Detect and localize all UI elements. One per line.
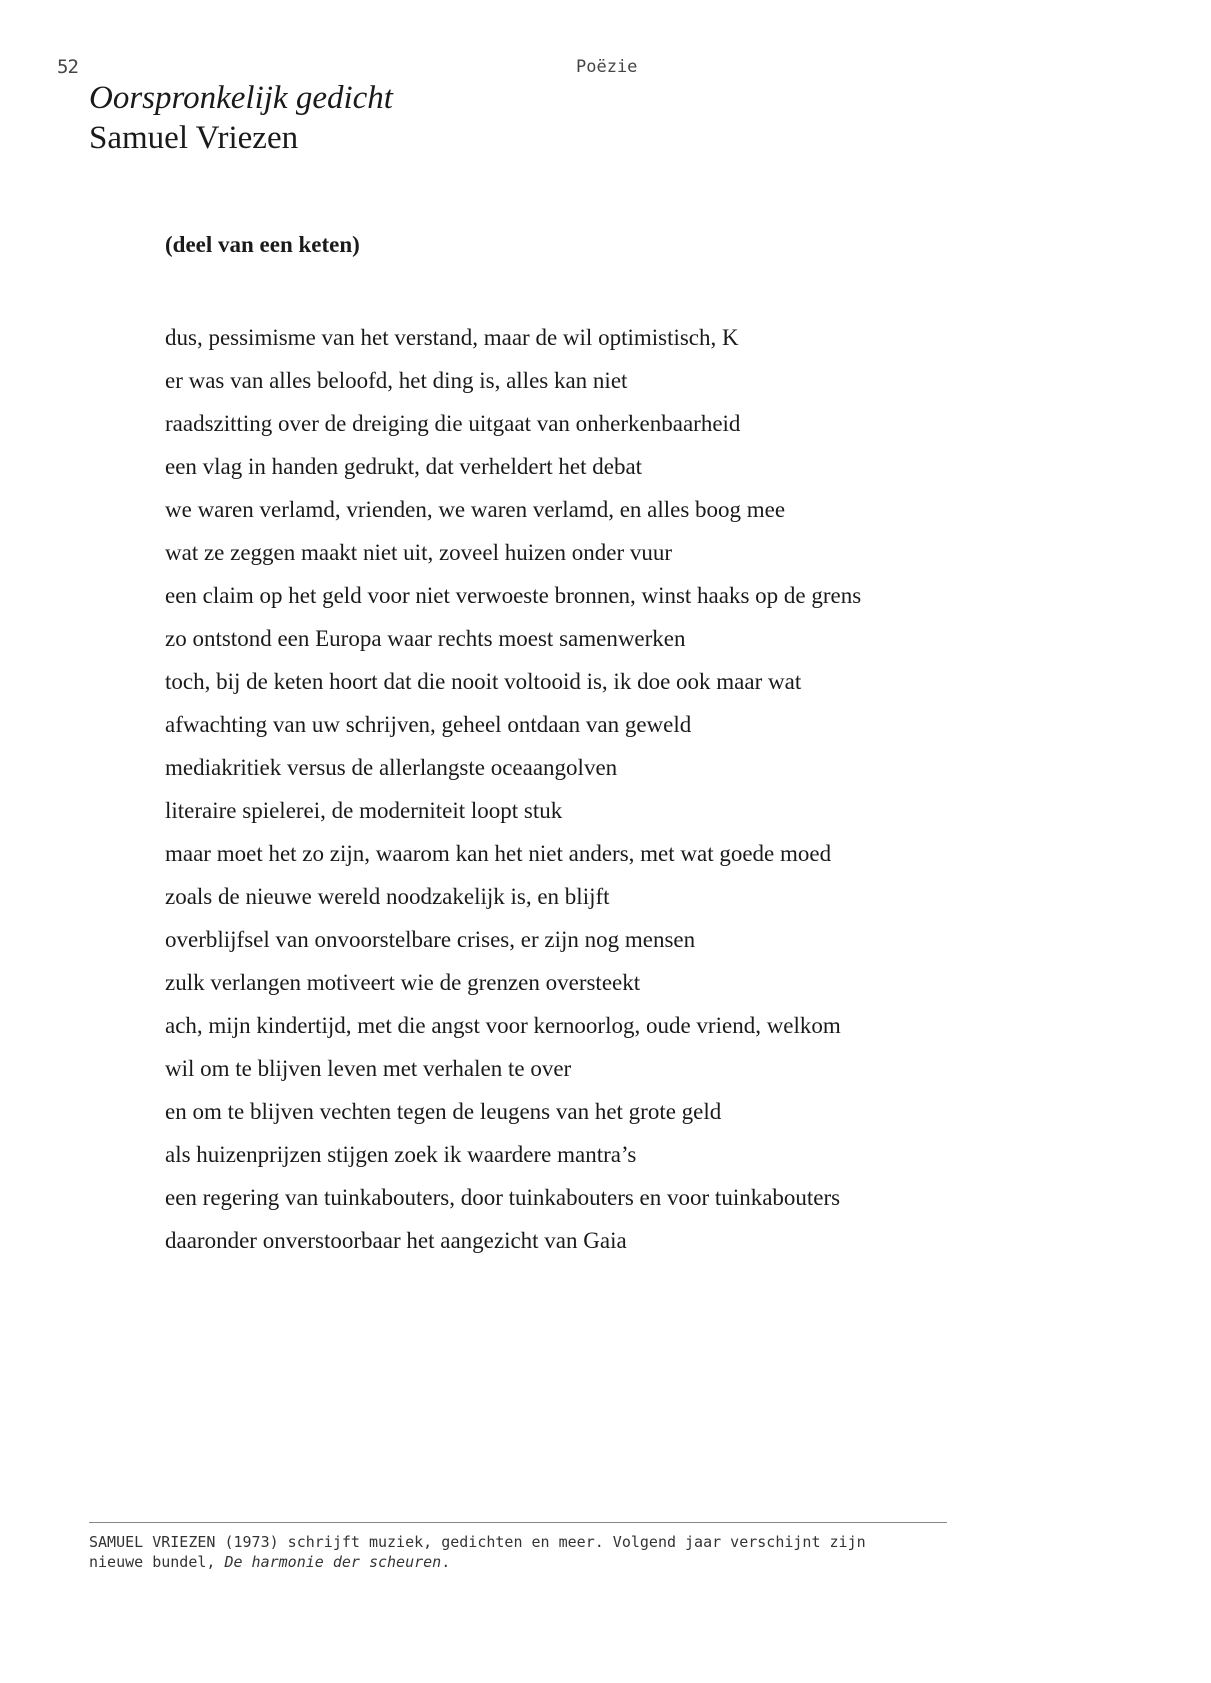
article-title-block <box>89 78 393 158</box>
book-title: De harmonie der scheuren <box>224 1553 442 1571</box>
poem-line: mediakritiek versus de allerlangste oceaangolven <box>165 755 618 780</box>
poem-line: zulk verlangen motiveert wie de grenzen oversteekt <box>165 970 641 995</box>
page-number: 52 <box>57 56 78 78</box>
poem-line: maar moet het zo zijn, waarom kan het niet anders, met wat goede moed <box>165 841 832 866</box>
article-kicker: Oorspronkelijk gedicht <box>89 80 393 116</box>
article-author: Samuel Vriezen <box>89 120 299 156</box>
footnote-line-2 <box>89 1552 969 1572</box>
poem-line: raadszitting over de dreiging die uitgaat van onherkenbaarheid <box>165 411 741 436</box>
section-label: Poëzie <box>576 57 638 77</box>
poem-line: toch, bij de keten hoort dat die nooit voltooid is, ik doe ook maar wat <box>165 669 802 694</box>
poem-line: we waren verlamd, vrienden, we waren verlamd, en alles boog mee <box>165 497 786 522</box>
poem-line: een claim op het geld voor niet verwoeste bronnen, winst haaks op de grens <box>165 583 862 608</box>
poem-lines <box>165 316 861 1262</box>
footnote-divider <box>89 1522 947 1523</box>
poem-line: als huizenprijzen stijgen zoek ik waardere mantra’s <box>165 1142 637 1167</box>
poem-line: dus, pessimisme van het verstand, maar de wil optimistisch, K <box>165 325 739 350</box>
poem <box>165 230 861 1262</box>
poem-line: overblijfsel van onvoorstelbare crises, er zijn nog mensen <box>165 927 696 952</box>
poem-line: literaire spielerei, de moderniteit loopt stuk <box>165 798 563 823</box>
poem-line: een regering van tuinkabouters, door tuinkabouters en voor tuinkabouters <box>165 1185 841 1210</box>
poem-line: daaronder onverstoorbaar het aangezicht van Gaia <box>165 1228 627 1253</box>
poem-line: er was van alles beloofd, het ding is, alles kan niet <box>165 368 628 393</box>
poem-line: wil om te blijven leven met verhalen te over <box>165 1056 572 1081</box>
poem-line: ach, mijn kindertijd, met die angst voor kernoorlog, oude vriend, welkom <box>165 1013 841 1038</box>
poem-line: wat ze zeggen maakt niet uit, zoveel huizen onder vuur <box>165 540 673 565</box>
author-bio-footnote <box>89 1532 969 1572</box>
poem-line: een vlag in handen gedrukt, dat verheldert het debat <box>165 454 643 479</box>
poem-line: en om te blijven vechten tegen de leugens van het grote geld <box>165 1099 722 1124</box>
footnote-suffix: . <box>441 1553 451 1571</box>
poem-title: (deel van een keten) <box>165 232 360 257</box>
poem-line: afwachting van uw schrijven, geheel ontdaan van geweld <box>165 712 692 737</box>
poem-line: zo ontstond een Europa waar rechts moest samenwerken <box>165 626 686 651</box>
footnote-prefix: nieuwe bundel, <box>89 1553 225 1571</box>
footnote-line-1: SAMUEL VRIEZEN (1973) schrijft muziek, gedichten en meer. Volgend jaar verschijnt zijn <box>89 1533 866 1551</box>
poem-line: zoals de nieuwe wereld noodzakelijk is, en blijft <box>165 884 610 909</box>
